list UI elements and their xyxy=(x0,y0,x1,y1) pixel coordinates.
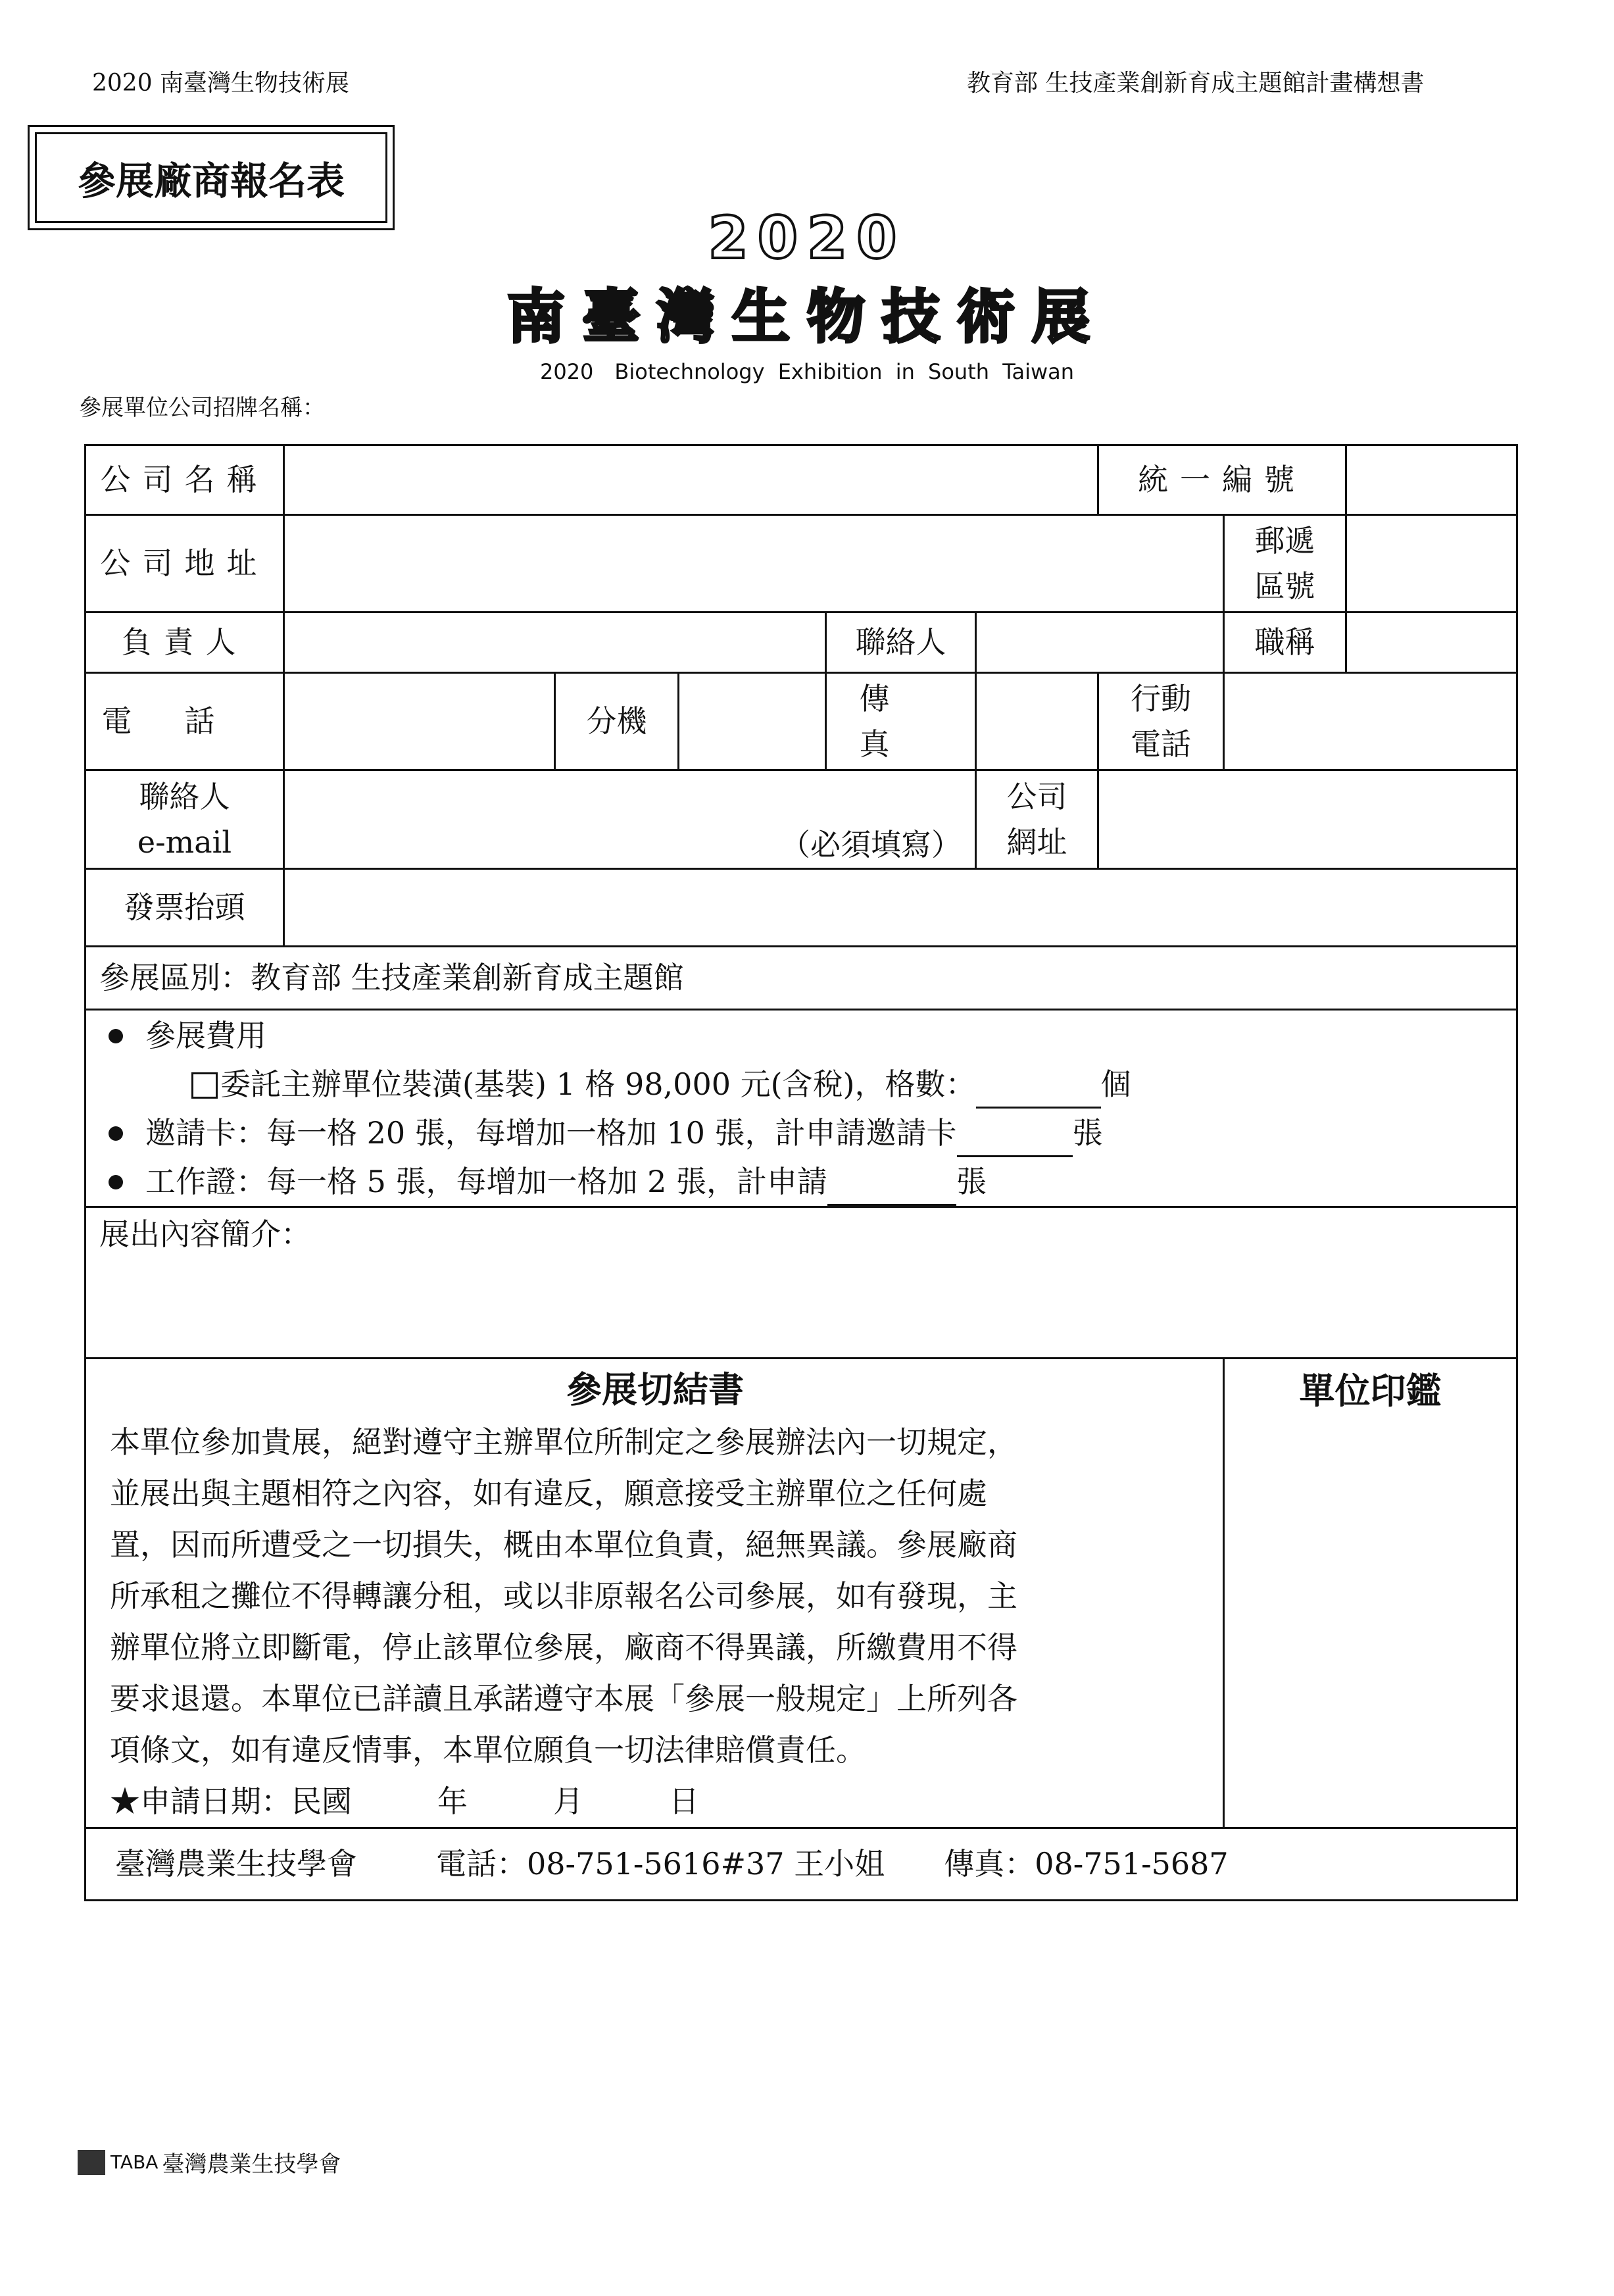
label-address: 公司地址 xyxy=(86,515,284,612)
input-invoice[interactable] xyxy=(284,869,1517,947)
application-date: ★申請日期：民國 年 月 日 xyxy=(110,1784,699,1819)
footer-phone: 電話：08-751-5616#37 王小姐 xyxy=(436,1846,885,1882)
content-intro-label: 展出內容簡介： xyxy=(99,1216,311,1252)
fee-section xyxy=(86,1010,1517,1207)
affidavit-line: 本單位參加貴展，絕對遵守主辦單位所制定之參展辦法內一切規定， xyxy=(110,1424,1017,1460)
footer-logo xyxy=(78,2146,341,2178)
label-company-name: 公司名稱 xyxy=(86,445,284,515)
label-website: 公司 網址 xyxy=(976,770,1098,869)
affidavit-section xyxy=(86,1359,1224,1828)
input-fax[interactable] xyxy=(976,673,1098,770)
bullet-icon xyxy=(109,1126,123,1141)
fee-option-checkbox[interactable] xyxy=(191,1072,218,1099)
input-company-name[interactable] xyxy=(284,445,1098,515)
label-postal: 郵遞 區號 xyxy=(1224,515,1346,612)
seal-title: 單位印鑑 xyxy=(1299,1370,1442,1412)
input-contact[interactable] xyxy=(976,612,1224,673)
label-email: 聯絡人 e-mail xyxy=(86,770,284,869)
label-person-in-charge: 負責人 xyxy=(86,612,284,673)
taba-logo-icon xyxy=(78,2150,105,2175)
fee-option-unit: 個 xyxy=(1100,1066,1131,1102)
seal-box[interactable] xyxy=(1224,1359,1517,1828)
work-pass-text: 工作證：每一格 5 張，每增加一格加 2 張，計申請 xyxy=(145,1163,828,1199)
label-ext: 分機 xyxy=(555,673,679,770)
signboard-label: 參展單位公司招牌名稱： xyxy=(79,395,325,421)
bullet-icon xyxy=(109,1175,123,1189)
contact-footer xyxy=(86,1828,1517,1901)
exhibition-area: 參展區別：教育部 生技產業創新育成主題館 xyxy=(86,947,1517,1010)
title-main: 南臺灣生物技術展 xyxy=(506,283,1107,351)
fee-count-blank[interactable] xyxy=(976,1076,1101,1109)
header-left: 2020 南臺灣生物技術展 xyxy=(92,70,350,97)
affidavit-line: 要求退還。本單位已詳讀且承諾遵守本展「參展一般規定」上所列各 xyxy=(110,1681,1017,1716)
input-email[interactable] xyxy=(284,770,976,869)
title-year: 2020 xyxy=(708,204,906,272)
input-tax-id[interactable] xyxy=(1346,445,1517,515)
affidavit-line: 辦單位將立即斷電，停止該單位參展，廠商不得異議，所繳費用不得 xyxy=(110,1630,1017,1665)
affidavit-line: 項條文，如有違反情事，本單位願負一切法律賠償責任。 xyxy=(110,1732,866,1768)
fee-heading: 參展費用 xyxy=(145,1017,266,1053)
work-pass-unit: 張 xyxy=(956,1163,987,1199)
title-english: 2020 Biotechnology Exhibition in South Taiwan xyxy=(539,359,1075,384)
affidavit-title: 參展切結書 xyxy=(566,1368,745,1410)
input-phone[interactable] xyxy=(284,673,555,770)
email-required-note: （必須填寫） xyxy=(780,827,962,862)
label-job-title: 職稱 xyxy=(1224,612,1346,673)
label-phone: 電話 xyxy=(86,673,284,770)
header-right: 教育部 生技產業創新育成主題館計畫構想書 xyxy=(967,70,1425,97)
input-ext[interactable] xyxy=(679,673,826,770)
label-fax: 傳真 xyxy=(826,673,976,770)
footer-fax: 傳真：08-751-5687 xyxy=(944,1846,1229,1882)
input-person-in-charge[interactable] xyxy=(284,612,826,673)
input-mobile[interactable] xyxy=(1224,673,1517,770)
registration-form xyxy=(84,444,1518,1901)
input-postal[interactable] xyxy=(1346,515,1517,612)
form-label: 參展廠商報名表 xyxy=(35,132,387,223)
content-intro-section[interactable] xyxy=(86,1207,1517,1359)
bullet-icon xyxy=(109,1029,123,1043)
input-website[interactable] xyxy=(1098,770,1517,869)
footer-org: 臺灣農業生技學會 xyxy=(115,1846,357,1882)
invite-card-blank[interactable] xyxy=(957,1125,1073,1157)
fee-option: 委託主辦單位裝潢(基裝) 1 格 98,000 元(含稅)，格數： xyxy=(220,1066,976,1102)
label-invoice: 發票抬頭 xyxy=(86,869,284,947)
input-address[interactable] xyxy=(284,515,1224,612)
logo-org-name: 臺灣農業生技學會 xyxy=(162,2151,341,2178)
affidavit-line: 所承租之攤位不得轉讓分租，或以非原報名公司參展，如有發現，主 xyxy=(110,1578,1017,1614)
label-tax-id: 統一編號 xyxy=(1098,445,1346,515)
invite-card-text: 邀請卡：每一格 20 張，每增加一格加 10 張，計申請邀請卡 xyxy=(145,1114,957,1151)
input-job-title[interactable] xyxy=(1346,612,1517,673)
logo-mark-text: TABA xyxy=(110,2151,159,2173)
label-mobile: 行動 電話 xyxy=(1098,673,1224,770)
label-contact: 聯絡人 xyxy=(826,612,976,673)
affidavit-line: 並展出與主題相符之內容，如有違反，願意接受主辦單位之任何處 xyxy=(110,1476,987,1511)
work-pass-blank[interactable] xyxy=(827,1174,956,1206)
affidavit-line: 置，因而所遭受之一切損失，概由本單位負責，絕無異議。參展廠商 xyxy=(110,1527,1017,1562)
invite-card-unit: 張 xyxy=(1072,1114,1103,1151)
